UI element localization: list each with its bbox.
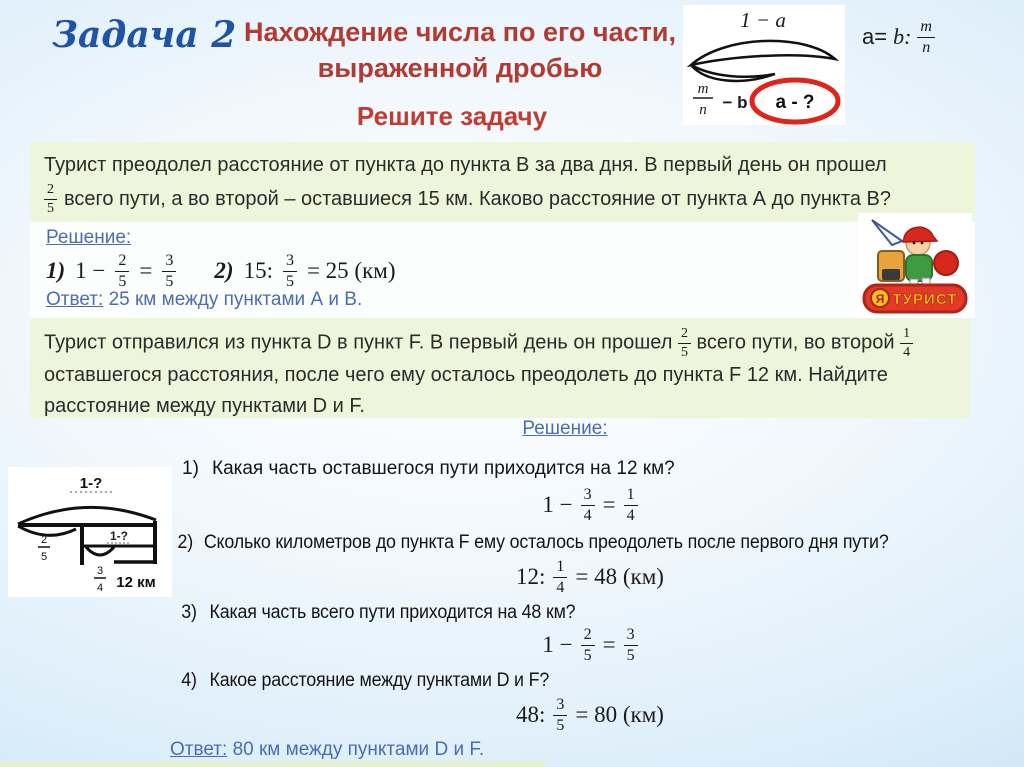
eq-result: = 48 (км) — [575, 564, 664, 589]
megaphone-icon — [872, 220, 902, 245]
step2-question-row — [170, 532, 889, 554]
problem1-line1: Турист преодолел расстояние от пункта до пункта В за два дня. В первый день он прошел — [44, 154, 887, 176]
answer2-label: Ответ: — [170, 739, 228, 760]
eq-fraction: $\frac{2}{5}$ — [581, 626, 595, 664]
step3-question: Какая часть всего пути приходится на 48 км? — [209, 602, 576, 623]
solution2-answer — [170, 739, 484, 761]
bottom-green-strip — [0, 761, 545, 767]
solution1-equations — [46, 252, 395, 290]
diagram-small-frac-num: 3 — [96, 565, 104, 577]
eq-pre: 48: — [516, 702, 546, 727]
slide-title-line1: Нахождение числа по его части, — [244, 17, 676, 47]
scheme-circled-text: a - ? — [775, 92, 815, 113]
eq-fraction: $\frac{3}{5}$ — [624, 626, 638, 664]
problem1-fraction: $\frac{2}{5}$ — [44, 182, 57, 216]
eq-result: = 80 (км) — [575, 702, 664, 727]
scheme-lens-shape — [691, 41, 835, 65]
eq-pre: 1 − — [542, 632, 573, 657]
step2-number: 2) — [177, 532, 194, 553]
step4-equation — [170, 696, 1010, 734]
eq-mid: = — [602, 492, 616, 517]
step1-question: Какая часть оставшегося пути приходится на 12 км? — [212, 458, 675, 479]
step1-pre: 1 − — [75, 258, 106, 283]
step4-question: Какое расстояние между пунктами D и F? — [209, 670, 550, 691]
scheme-loop-shape — [691, 65, 775, 81]
red-disc — [934, 251, 958, 275]
step3-question-row — [170, 602, 575, 624]
rule-frac-den: n — [922, 39, 931, 56]
step3-number: 3) — [181, 602, 197, 623]
scheme-frac-den: n — [699, 102, 707, 118]
answer1-text: 25 км между пунктами А и В. — [108, 289, 363, 310]
slide-subtitle: Решите задачу — [356, 101, 548, 131]
eq-mid: = — [602, 632, 616, 657]
problem2-part1: Турист отправился из пункта D в пункт F. В первый день он прошел — [44, 331, 673, 354]
diagram-mid-label: 1-? — [110, 529, 128, 543]
eq-pre: 12: — [516, 564, 546, 589]
slide-title-line2: выраженной дробью — [317, 53, 603, 83]
step4-number: 4) — [181, 670, 197, 691]
step1-number: 1) — [46, 258, 66, 283]
boy-body — [906, 255, 932, 281]
fraction-scheme-card — [683, 5, 845, 125]
step1-fraction2: $\frac{3}{5}$ — [162, 252, 176, 290]
eq-fraction: $\frac{3}{5}$ — [553, 696, 567, 734]
eq-fraction: $\frac{1}{4}$ — [553, 558, 567, 596]
eq-pre: 1 − — [542, 492, 573, 517]
step1-equals: = — [139, 258, 153, 283]
tourist-sticker-image — [858, 213, 972, 318]
badge-word: ТУРИСТ — [892, 291, 958, 308]
solution1-panel — [30, 222, 975, 318]
rule-mid: b: — [893, 24, 912, 49]
diagram-small-frac-den: 4 — [96, 582, 104, 594]
eq-fraction: $\frac{3}{4}$ — [581, 486, 595, 524]
fraction-scheme-image — [683, 5, 845, 125]
problem2-fraction2: $\frac{1}{4}$ — [900, 326, 913, 360]
problem2-box — [30, 318, 970, 418]
diagram-km-label: 12 км — [116, 574, 156, 591]
boy-eye — [921, 242, 924, 245]
step1-number: 1) — [182, 458, 199, 479]
step2-equation — [170, 558, 1010, 596]
problem2-part2: всего пути, во второй — [696, 331, 895, 354]
step4-question-row — [170, 670, 549, 692]
step1-fraction1: $\frac{2}{5}$ — [115, 252, 129, 290]
rule-frac-num: m — [917, 18, 935, 38]
step2-result: = 25 (км) — [306, 258, 396, 283]
scheme-minus-b: − b — [722, 93, 748, 112]
step2-number: 2) — [214, 258, 234, 283]
scheme-top-formula: 1 − a — [740, 8, 786, 32]
problem1-line2-text: всего пути, а во второй – оставшиеся 15 км. Каково расстояние от пункта А до пункта В? — [64, 188, 891, 210]
solution2-steps — [170, 458, 1010, 760]
step1-question-row — [170, 458, 675, 480]
diagram-left-frac-num: 2 — [40, 534, 48, 546]
task-label: Задача 2 — [52, 14, 237, 56]
diagram-top-label: 1-? — [79, 475, 103, 492]
rule-fraction — [917, 18, 935, 56]
small-dip-arc — [86, 547, 114, 555]
diagram-left-frac-den: 5 — [40, 551, 48, 563]
solution1-answer — [46, 289, 362, 311]
red-cap-icon — [903, 227, 937, 242]
step2-question: Сколько километров до пункта F ему осталось преодолеть после первого дня пути? — [203, 532, 889, 553]
solution1-label: Решение: — [46, 227, 132, 248]
solution2-label: Решение: — [522, 418, 608, 439]
tourist-sticker-card — [858, 213, 972, 318]
step2-fraction1: $\frac{3}{5}$ — [283, 252, 297, 290]
step1-equation — [170, 486, 1010, 524]
answer2-text: 80 км между пунктами D и F. — [232, 739, 485, 760]
backpack-pocket — [882, 269, 900, 280]
problem1-line2 — [44, 182, 961, 216]
problem1-box — [30, 142, 975, 222]
rule-lhs: a= — [862, 24, 888, 49]
problem2-fraction1: $\frac{2}{5}$ — [678, 326, 691, 360]
boy-eye — [913, 242, 916, 245]
scheme-frac-num: m — [697, 81, 709, 97]
rule-formula — [862, 18, 935, 56]
segment-diagram-image — [8, 467, 172, 597]
eq-fraction: $\frac{1}{4}$ — [624, 486, 638, 524]
problem2-part3: оставшегося расстояния, после чего ему осталось преодолеть до пункта F 12 км. Найдите расстояние между пунктами D и F. — [44, 364, 888, 417]
step2-pre: 15: — [243, 258, 273, 283]
badge-initial: Я — [875, 292, 885, 306]
big-arc — [18, 507, 156, 524]
step3-equation — [170, 626, 1010, 664]
slide-title — [212, 14, 708, 86]
answer1-label: Ответ: — [46, 289, 104, 310]
segment-diagram-card — [8, 467, 172, 597]
